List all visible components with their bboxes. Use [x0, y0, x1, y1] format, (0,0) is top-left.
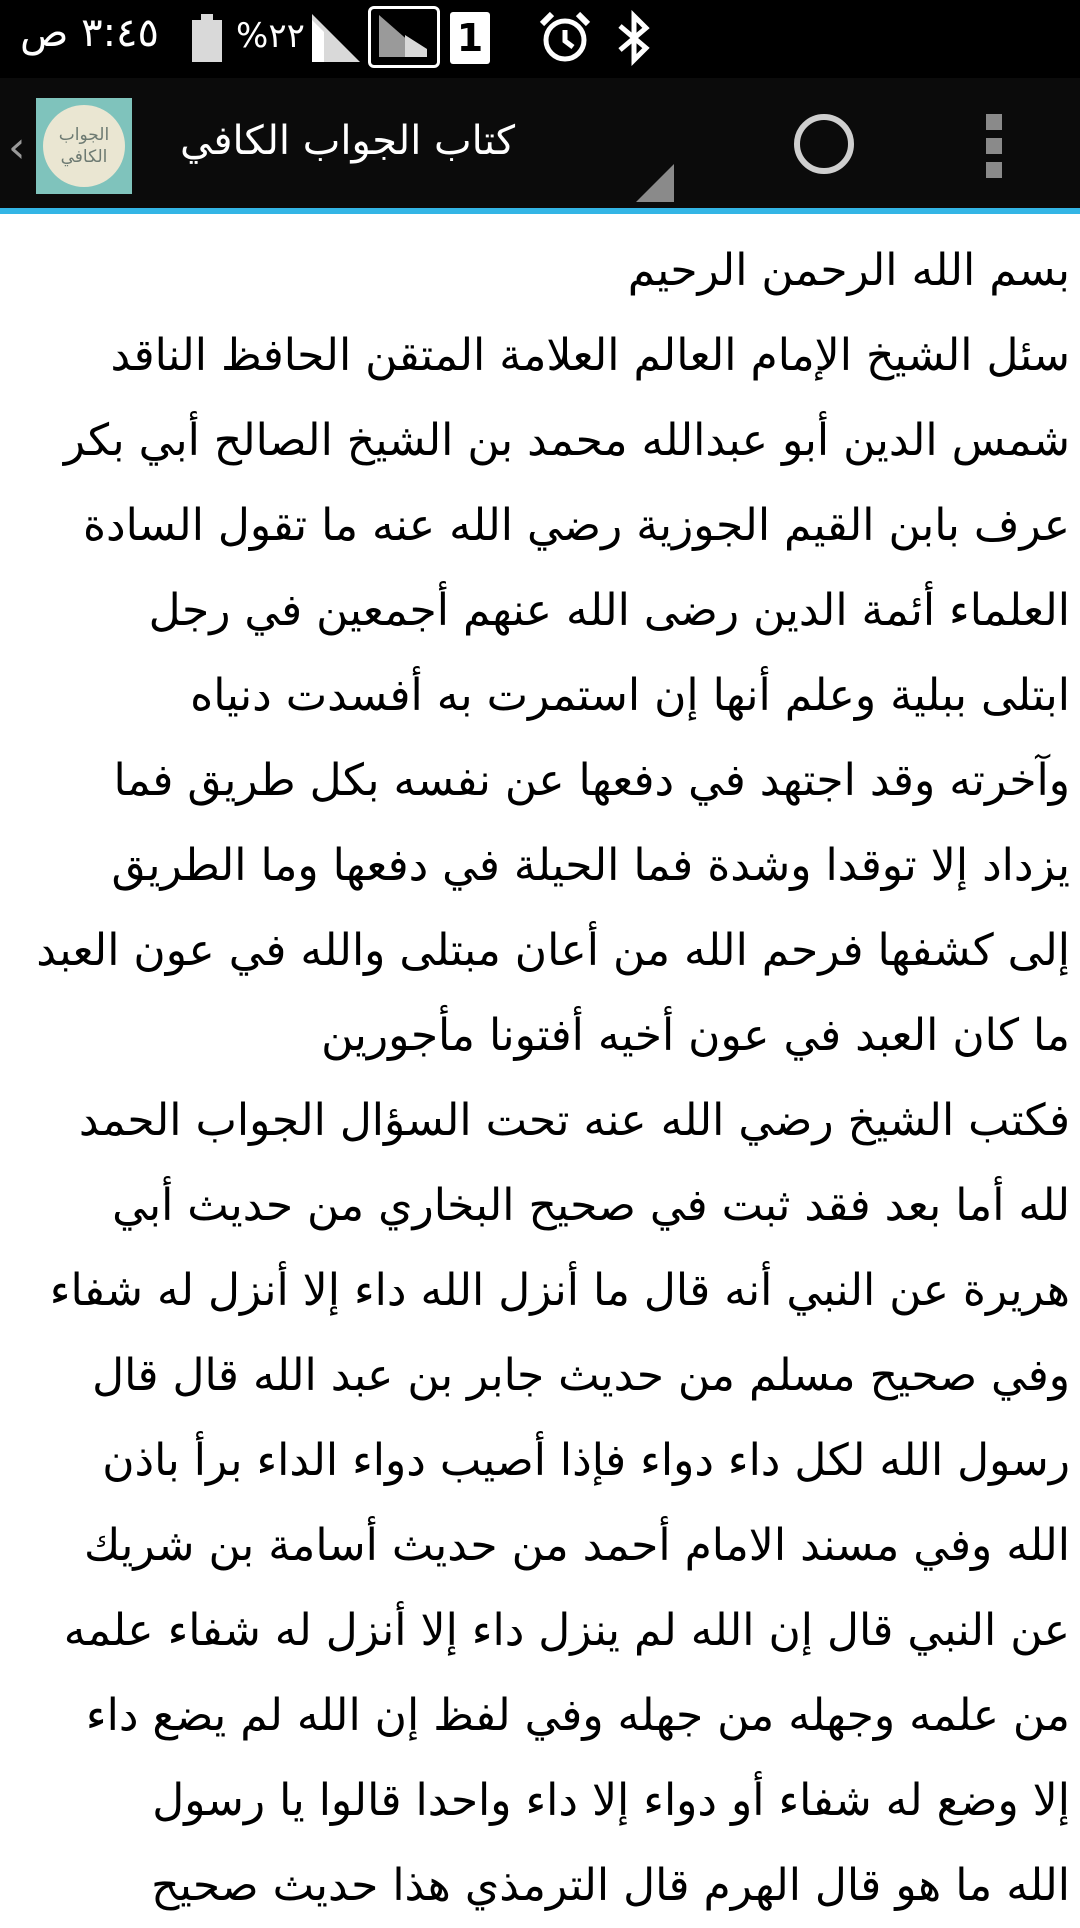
signal-icon: [308, 12, 364, 66]
text-line: من علمه وجهله من جهله وفي لفظ إن الله لم يضع داء: [85, 1690, 1070, 1741]
sim-signal-box: [368, 6, 440, 68]
text-line: وآخرته وقد اجتهد في دفعها عن نفسه بكل طريق فما: [113, 755, 1070, 806]
text-line: ما كان العبد في عون أخيه أفتونا مأجورين: [321, 1010, 1070, 1061]
text-line: إلى كشفها فرحم الله من أعان مبتلى والله في عون العبد: [36, 925, 1070, 976]
up-chevron-icon[interactable]: ‹: [8, 122, 26, 173]
refresh-icon[interactable]: [794, 114, 854, 174]
spinner-triangle-icon[interactable]: [636, 164, 674, 202]
text-line: وفي صحيح مسلم من حديث جابر بن عبد الله قال قال: [92, 1350, 1070, 1401]
text-line: يزداد إلا توقدا وشدة فما الحيلة في دفعها وما الطريق: [111, 840, 1070, 891]
app-logo[interactable]: [36, 98, 132, 194]
book-content: [8, 228, 1070, 1928]
action-bar: [0, 78, 1080, 214]
text-line: الله ما هو قال الهرم قال الترمذي هذا حديث صحيح: [151, 1860, 1070, 1911]
text-line: فكتب الشيخ رضي الله عنه تحت السؤال الجواب الحمد: [78, 1095, 1070, 1146]
text-line: شمس الدين أبو عبدالله محمد بن الشيخ الصالح أبي بكر: [63, 415, 1070, 466]
page-title: كتاب الجواب الكافي: [180, 118, 515, 164]
text-line: إلا وضع له شفاء أو دواء إلا داء واحدا قالوا يا رسول: [152, 1775, 1070, 1826]
action-bar-accent: [0, 208, 1080, 214]
text-line: الله وفي مسند الامام أحمد من حديث أسامة بن شريك: [84, 1520, 1070, 1571]
sim-1-icon: [450, 12, 490, 64]
signal-icon-2: [371, 9, 437, 65]
text-line: عرف بابن القيم الجوزية رضي الله عنه ما تقول السادة: [82, 500, 1070, 551]
text-line: العلماء أئمة الدين رضى الله عنهم أجمعين في رجل: [148, 585, 1070, 636]
text-line: ابتلى ببلية وعلم أنها إن استمرت به أفسدت دنياه: [190, 670, 1070, 721]
app-logo-text: الجواب الكافي: [43, 105, 125, 187]
text-line: رسول الله لكل داء دواء فإذا أصيب دواء الداء برأ باذن: [102, 1435, 1070, 1486]
text-line: عن النبي قال إن الله لم ينزل داء إلا أنزل له شفاء علمه: [63, 1605, 1070, 1656]
clock: ٣:٤٥ ص: [20, 10, 160, 56]
sim-slot-number: 1: [456, 16, 484, 60]
overflow-menu-icon[interactable]: [986, 114, 1002, 178]
bluetooth-icon: [614, 10, 654, 66]
status-bar: [0, 0, 1080, 78]
battery-icon: [192, 14, 222, 62]
text-line: لله أما بعد فقد ثبت في صحيح البخاري من حديث أبي: [112, 1180, 1070, 1231]
text-line: بسم الله الرحمن الرحيم: [627, 245, 1070, 296]
text-line: هريرة عن النبي أنه قال ما أنزل الله داء إلا أنزل له شفاء: [49, 1265, 1070, 1316]
battery-percent: %٢٢: [236, 16, 305, 56]
text-line: سئل الشيخ الإمام العالم العلامة المتقن الحافظ الناقد: [110, 330, 1070, 381]
alarm-icon: [538, 10, 592, 66]
